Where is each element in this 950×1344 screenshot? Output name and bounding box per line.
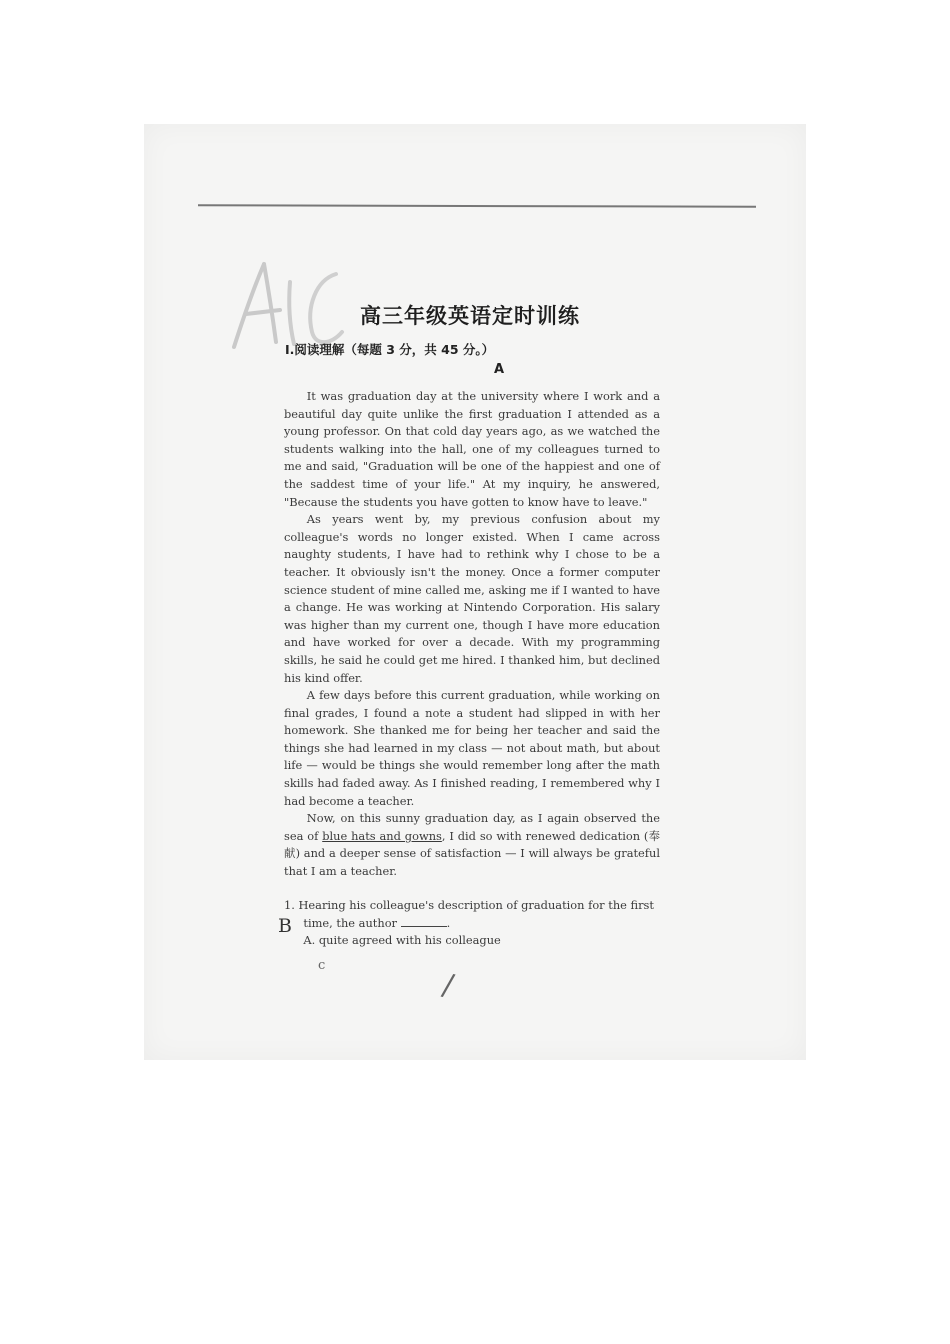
underlined-phrase: blue hats and gowns bbox=[322, 828, 442, 843]
question-1-stem bbox=[284, 897, 660, 932]
section-heading: Ⅰ.阅读理解（每题 3 分，共 45 分。） bbox=[285, 342, 495, 357]
question-1-option-a: A. quite agreed with his colleague bbox=[303, 933, 501, 948]
passage-paragraph-4 bbox=[284, 810, 660, 880]
passage-paragraph-3: A few days before this current graduation, while working on final grades, I found a note a student had slipped in with her homework. She thanked me for being her teacher and said the things she had learned in my class — not about math, but about life — would be things she would remember long after the math skills had faded away. As I finished reading, I remembered why I had become a teacher. bbox=[284, 688, 660, 808]
handwritten-slash-mark: / bbox=[439, 967, 457, 1004]
question-1-stem-text: 1. Hearing his colleague's description of graduation for the first time, the author bbox=[284, 898, 654, 930]
page-title: 高三年级英语定时训练 bbox=[360, 304, 580, 328]
question-1-stem-end: . bbox=[446, 915, 451, 930]
passage-label: A bbox=[493, 362, 505, 377]
answer-blank bbox=[401, 916, 447, 927]
paragraph-4-end: , I did so with renewed dedication (奉献) and a deeper sense of satisfaction — I will always be grateful that I am a teacher. bbox=[284, 828, 660, 879]
question-1 bbox=[284, 897, 660, 950]
handwritten-answer-mark: B bbox=[278, 915, 292, 937]
reading-passage bbox=[284, 388, 660, 881]
handwritten-stray-mark: c bbox=[318, 958, 326, 973]
passage-paragraph-1: It was graduation day at the university where I work and a beautiful day quite unlike the first graduation I attended as a young professor. On that cold day years ago, as we watched the students walking into the hall, one of my colleagues turned to me and said, "Graduation will be one of the happiest and one of the saddest time of your life." At my inquiry, he answered, "Because the students you have gotten to know have to leave." bbox=[284, 389, 660, 509]
paragraph-4-start: Now, on this sunny graduation day, as I again observed the sea of bbox=[284, 811, 660, 843]
passage-paragraph-2: As years went by, my previous confusion about my colleague's words no longer existed. When I came across naughty students, I have had to rethink why I chose to be a teacher. It obviously isn't the money. Once a former computer science student of mine called me, asking me if I wanted to have a change. He was working at Nintendo Corporation. His salary was higher than my current one, though I have more education and have worked for over a decade. With my programming skills, he said he could get me hired. I thanked him, but declined his kind offer. bbox=[284, 512, 660, 685]
